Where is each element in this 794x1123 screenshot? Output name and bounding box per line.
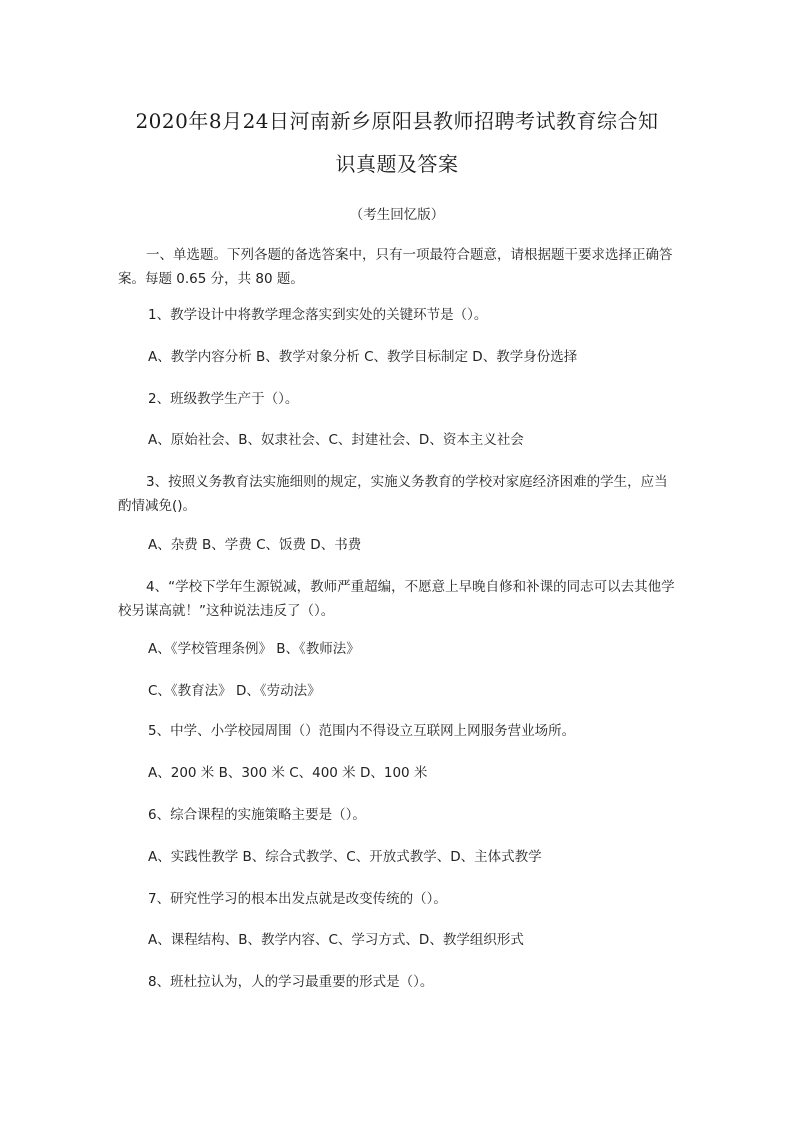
question-2-options: A、原始社会、B、奴隶社会、C、封建社会、D、资本主义社会 (148, 432, 524, 448)
question-2-stem: 2、班级教学生产于（）。 (148, 391, 299, 407)
question-3-stem: 3、按照义务教育法实施细则的规定，实施义务教育的学校对家庭经济困难的学生，应当酌情减免()。 (118, 474, 668, 514)
question-1-options: A、教学内容分析 B、教学对象分析 C、教学目标制定 D、教学身份选择 (148, 349, 578, 365)
document-subtitle: （考生回忆版） (349, 207, 445, 223)
section-intro: 一、单选题。下列各题的备选答案中，只有一项最符合题意，请根据题干要求选择正确答案。每题 0.65 分，共 80 题。 (118, 247, 673, 287)
question-4-stem: 4、“学校下学年生源锐减，教师严重超编，不愿意上早晚自修和补课的同志可以去其他学校另谋高就！”这种说法违反了（）。 (118, 579, 675, 619)
question-7-stem: 7、研究性学习的根本出发点就是改变传统的（）。 (148, 891, 447, 907)
question-3-options: A、杂费 B、学费 C、饭费 D、书费 (148, 537, 362, 553)
question-4-options-2: C、《教育法》 D、《劳动法》 (148, 683, 321, 699)
question-6-stem: 6、综合课程的实施策略主要是（）。 (148, 807, 366, 823)
document-title-line2: 识真题及答案 (335, 152, 459, 176)
question-4-options-1: A、《学校管理条例》 B、《教师法》 (148, 641, 360, 657)
question-8-stem: 8、班杜拉认为，人的学习最重要的形式是（）。 (148, 974, 434, 990)
question-7-options: A、课程结构、B、教学内容、C、学习方式、D、教学组织形式 (148, 932, 524, 948)
question-5-stem: 5、中学、小学校园周围（）范围内不得设立互联网上网服务营业场所。 (148, 723, 576, 739)
question-5-options: A、200 米 B、300 米 C、400 米 D、100 米 (148, 765, 428, 781)
document-title-line1: 2020年8月24日河南新乡原阳县教师招聘考试教育综合知 (135, 109, 659, 133)
question-6-options: A、实践性教学 B、综合式教学、C、开放式教学、D、主体式教学 (148, 849, 542, 865)
question-1-stem: 1、教学设计中将教学理念落实到实处的关键环节是（）。 (148, 307, 488, 323)
